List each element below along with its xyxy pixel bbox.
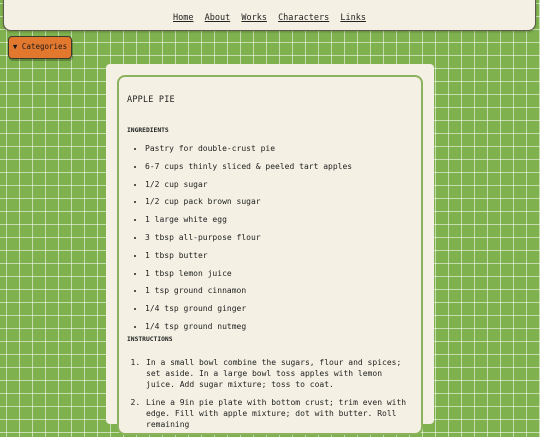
ingredients-list [127, 140, 352, 336]
ingredient-item: • 3 tbsp all-purpose flour [145, 229, 352, 247]
ingredient-item: • 1 tbsp butter [145, 247, 352, 265]
nav-link-works[interactable]: Works [241, 13, 267, 23]
nav-link-characters[interactable]: Characters [278, 13, 330, 23]
nav-links [4, 13, 535, 23]
ingredient-item: • 1 large white egg [145, 211, 352, 229]
ingredient-item: • 1/4 tsp ground ginger [145, 300, 352, 318]
instruction-step: 2. Line a 9in pie plate with bottom crust; trim even with edge. Fill with apple mixture; dot with butter. Roll remaining [145, 397, 413, 430]
ingredient-item: • 1/2 cup pack brown sugar [145, 193, 352, 211]
categories-button[interactable]: ▼ Categories [8, 36, 72, 59]
recipe-card [117, 75, 423, 435]
nav-link-home[interactable]: Home [173, 13, 194, 23]
instructions-list [127, 357, 413, 437]
nav-link-links[interactable]: Links [340, 13, 366, 23]
ingredient-item: • Pastry for double-crust pie [145, 140, 352, 158]
ingredient-item: • 1/2 cup sugar [145, 176, 352, 194]
instruction-step: 1. In a small bowl combine the sugars, flour and spices; set aside. In a large bowl toss apples with lemon juice. Add sugar mixture; toss to coat. [145, 357, 413, 390]
content-panel [106, 64, 434, 429]
ingredient-item: • 1/4 tsp ground nutmeg [145, 318, 352, 336]
top-nav-bar [3, 0, 536, 31]
ingredient-item: • 1 tsp ground cinnamon [145, 282, 352, 300]
instructions-heading: INSTRUCTIONS [127, 336, 173, 343]
ingredient-item: • 6-7 cups thinly sliced & peeled tart apples [145, 158, 352, 176]
ingredients-heading: INGREDIENTS [127, 127, 169, 134]
ingredient-item: • 1 tbsp lemon juice [145, 265, 352, 283]
recipe-title: APPLE PIE [127, 95, 175, 105]
nav-link-about[interactable]: About [204, 13, 231, 23]
